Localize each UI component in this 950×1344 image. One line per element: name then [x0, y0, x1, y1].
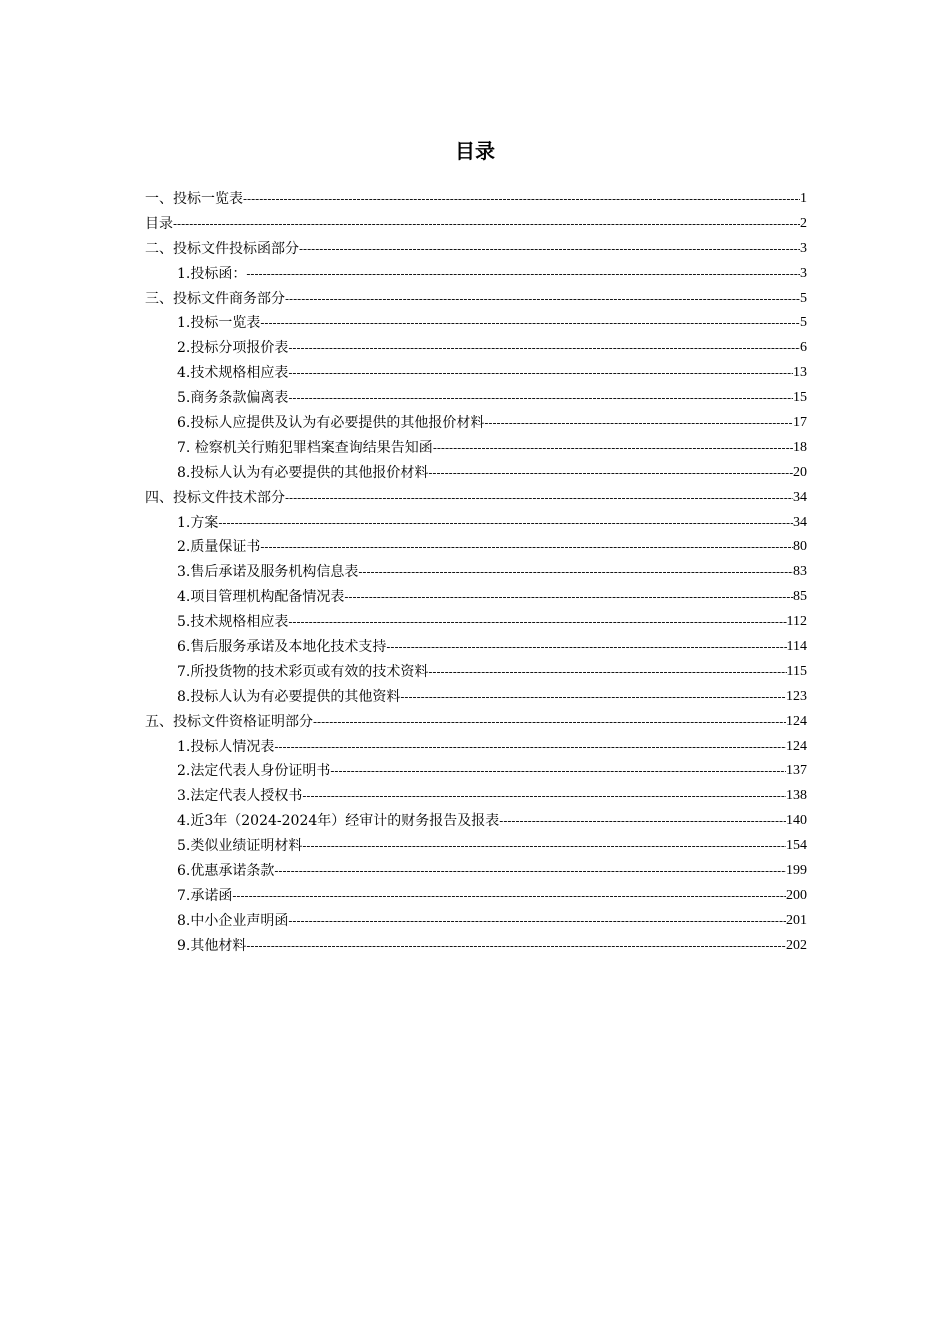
- toc-entry-label: 1.投标函：: [177, 265, 247, 282]
- toc-entry-page-number: 154: [786, 838, 807, 854]
- toc-leader-dashes: [288, 909, 786, 934]
- toc-leader-dashes: [288, 361, 793, 386]
- page-title: 目录: [455, 139, 495, 163]
- table-of-contents: [145, 187, 807, 959]
- toc-leader-dashes: [302, 784, 786, 809]
- toc-entry-label: 8.中小企业声明函: [177, 912, 289, 929]
- toc-entry[interactable]: [145, 934, 807, 959]
- toc-entry-label: 四、投标文件技术部分: [145, 489, 285, 506]
- toc-entry-label: 2.法定代表人身份证明书: [177, 763, 331, 780]
- toc-entry-label: 3.法定代表人授权书: [177, 788, 303, 805]
- toc-entry-label: 8.投标人认为有必要提供的其他资料: [177, 688, 401, 705]
- toc-entry-label: 6.优惠承诺条款: [177, 863, 275, 880]
- toc-entry-page-number: 18: [793, 439, 807, 455]
- toc-entry-page-number: 115: [786, 663, 807, 679]
- toc-entry-label: 1.投标人情况表: [177, 738, 275, 755]
- toc-entry[interactable]: [145, 585, 807, 610]
- toc-entry-label: 3.售后承诺及服务机构信息表: [177, 564, 359, 581]
- toc-entry-label: 5.技术规格相应表: [177, 614, 289, 631]
- toc-leader-dashes: [285, 486, 793, 511]
- toc-entry-label: 9.其他材料: [177, 937, 247, 954]
- toc-entry-page-number: 80: [793, 539, 807, 555]
- toc-entry-page-number: 3: [800, 240, 807, 256]
- toc-leader-dashes: [218, 511, 793, 536]
- toc-entry-label: 2.投标分项报价表: [177, 340, 289, 357]
- toc-entry-label: 6.售后服务承诺及本地化技术支持: [177, 639, 387, 656]
- toc-leader-dashes: [243, 187, 800, 212]
- toc-entry-page-number: 13: [793, 365, 807, 381]
- toc-entry-label: 目录: [145, 215, 173, 232]
- toc-entry-label: 2.质量保证书: [177, 539, 261, 556]
- toc-entry-page-number: 2: [800, 215, 807, 231]
- toc-entry-page-number: 138: [786, 788, 807, 804]
- toc-entry[interactable]: [145, 859, 807, 884]
- toc-entry-label: 6.投标人应提供及认为有必要提供的其他报价材料: [177, 415, 485, 431]
- toc-entry[interactable]: [145, 461, 807, 486]
- toc-entry-page-number: 6: [800, 340, 807, 356]
- toc-entry[interactable]: [145, 212, 807, 237]
- toc-entry[interactable]: [145, 511, 807, 536]
- toc-entry-label: 五、投标文件资格证明部分: [145, 713, 313, 730]
- toc-entry-page-number: 34: [793, 514, 807, 530]
- toc-leader-dashes: [246, 262, 800, 287]
- toc-leader-dashes: [428, 461, 793, 486]
- toc-leader-dashes: [433, 436, 793, 461]
- toc-leader-dashes: [288, 386, 793, 411]
- toc-entry[interactable]: [145, 809, 807, 834]
- toc-entry[interactable]: [145, 660, 807, 685]
- toc-leader-dashes: [288, 336, 800, 361]
- toc-entry-page-number: 5: [800, 290, 807, 306]
- toc-entry-page-number: 202: [786, 937, 807, 953]
- toc-leader-dashes: [313, 710, 786, 735]
- toc-entry-page-number: 200: [786, 887, 807, 903]
- toc-leader-dashes: [274, 859, 786, 884]
- toc-entry-page-number: 199: [786, 863, 807, 879]
- toc-entry-page-number: 85: [793, 589, 807, 605]
- toc-entry-label: 一、投标一览表: [145, 190, 243, 207]
- toc-entry[interactable]: [145, 411, 807, 436]
- toc-entry[interactable]: [145, 287, 807, 312]
- toc-entry-page-number: 124: [786, 738, 807, 754]
- toc-entry[interactable]: [145, 610, 807, 635]
- toc-entry-page-number: 34: [793, 489, 807, 505]
- toc-leader-dashes: [428, 660, 786, 685]
- toc-entry-page-number: 83: [793, 564, 807, 580]
- toc-leader-dashes: [232, 884, 786, 909]
- toc-entry-page-number: 1: [800, 190, 807, 206]
- toc-leader-dashes: [260, 311, 800, 336]
- toc-entry-label: 三、投标文件商务部分: [145, 290, 285, 307]
- toc-entry[interactable]: [145, 187, 807, 212]
- toc-entry-page-number: 114: [786, 639, 807, 655]
- toc-entry[interactable]: [145, 710, 807, 735]
- toc-leader-dashes: [386, 635, 786, 660]
- toc-entry[interactable]: [145, 436, 807, 461]
- toc-entry[interactable]: [145, 486, 807, 511]
- toc-entry-page-number: 201: [786, 912, 807, 928]
- toc-entry[interactable]: [145, 361, 807, 386]
- toc-entry-label: 7.承诺函: [177, 887, 233, 904]
- toc-entry[interactable]: [145, 560, 807, 585]
- toc-entry[interactable]: [145, 735, 807, 760]
- toc-entry-page-number: 112: [786, 614, 807, 630]
- toc-leader-dashes: [484, 411, 793, 436]
- toc-entry-label: 7. 检察机关行贿犯罪档案查询结果告知函: [177, 439, 433, 456]
- toc-entry-page-number: 137: [786, 763, 807, 779]
- toc-entry[interactable]: [145, 336, 807, 361]
- toc-entry[interactable]: [145, 386, 807, 411]
- toc-entry[interactable]: [145, 834, 807, 859]
- toc-entry[interactable]: [145, 262, 807, 287]
- toc-entry-page-number: 123: [786, 688, 807, 704]
- toc-entry[interactable]: [145, 784, 807, 809]
- toc-leader-dashes: [344, 585, 793, 610]
- toc-leader-dashes: [358, 560, 793, 585]
- toc-leader-dashes: [302, 834, 786, 859]
- toc-leader-dashes: [330, 759, 786, 784]
- toc-leader-dashes: [260, 535, 793, 560]
- toc-leader-dashes: [274, 735, 786, 760]
- toc-entry-page-number: 17: [793, 415, 807, 430]
- toc-leader-dashes: [173, 212, 800, 237]
- toc-entry[interactable]: [145, 884, 807, 909]
- toc-entry-label: 8.投标人认为有必要提供的其他报价材料: [177, 464, 429, 481]
- toc-entry[interactable]: [145, 759, 807, 784]
- toc-leader-dashes: [288, 610, 786, 635]
- toc-leader-dashes: [400, 685, 786, 710]
- toc-entry-label: 7.所投货物的技术彩页或有效的技术资料: [177, 663, 429, 680]
- toc-entry-label: 4.技术规格相应表: [177, 365, 289, 382]
- toc-entry-label: 4.近3年（2024-2024年）经审计的财务报告及报表: [177, 813, 500, 830]
- toc-entry-label: 二、投标文件投标函部分: [145, 240, 299, 257]
- toc-entry-label: 5.类似业绩证明材料: [177, 838, 303, 855]
- toc-entry[interactable]: [145, 237, 807, 262]
- toc-entry[interactable]: [145, 635, 807, 660]
- toc-leader-dashes: [499, 809, 786, 834]
- toc-entry-label: 1.方案: [177, 514, 219, 531]
- toc-entry-label: 5.商务条款偏离表: [177, 390, 289, 407]
- toc-entry[interactable]: [145, 535, 807, 560]
- toc-leader-dashes: [285, 287, 800, 312]
- toc-entry-page-number: 124: [786, 713, 807, 729]
- toc-leader-dashes: [246, 934, 786, 959]
- toc-entry[interactable]: [145, 909, 807, 934]
- toc-entry-page-number: 15: [793, 390, 807, 406]
- toc-entry-label: 1.投标一览表: [177, 315, 261, 332]
- toc-entry-page-number: 140: [786, 813, 807, 829]
- toc-entry[interactable]: [145, 311, 807, 336]
- toc-entry-page-number: 5: [800, 315, 807, 331]
- toc-entry-page-number: 20: [793, 464, 807, 480]
- toc-entry-page-number: 3: [800, 265, 807, 281]
- toc-entry[interactable]: [145, 685, 807, 710]
- toc-entry-label: 4.项目管理机构配备情况表: [177, 589, 345, 606]
- toc-leader-dashes: [299, 237, 800, 262]
